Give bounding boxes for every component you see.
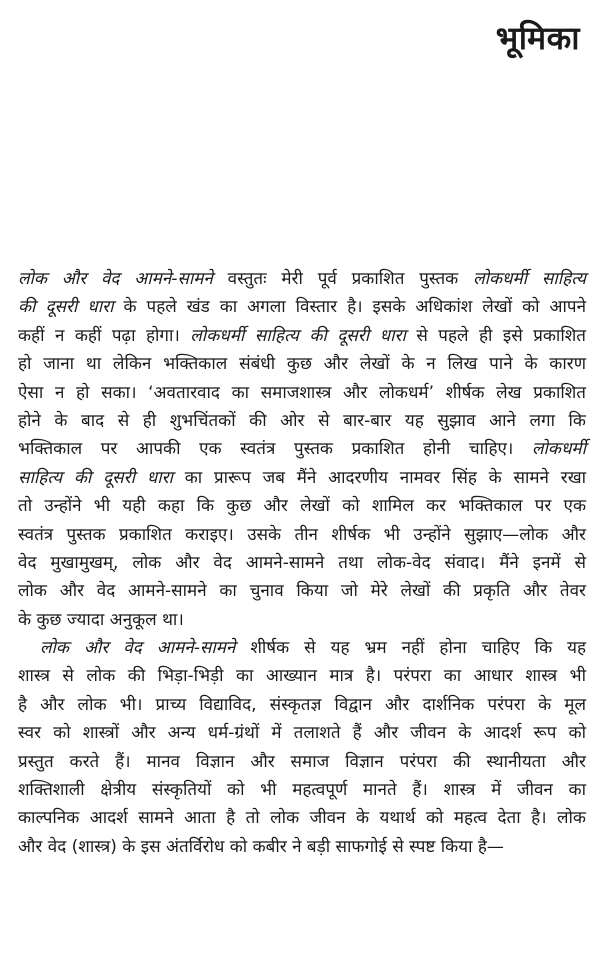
text-line [18, 719, 586, 747]
text-line [18, 577, 586, 605]
italic-title-text: लोकधर्मी [531, 439, 586, 460]
text-line [18, 662, 586, 690]
text-segment: शक्तिशाली क्षेत्रीय संस्कृतियों को भी महत्वपूर्ण मानते हैं। शास्त्र में जीवन का [18, 780, 586, 801]
text-segment: काल्पनिक आदर्श सामने आता है तो लोक जीवन के यथार्थ को महत्व देता है। लोक [18, 808, 586, 829]
text-segment: वस्तुतः मेरी पूर्व प्रकाशित पुस्तक [212, 269, 474, 289]
text-segment: कहीं न कहीं पढ़ा होगा। [18, 325, 191, 346]
text-segment: का प्रारूप जब मैंने आदरणीय नामवर सिंह के सामने रखा [172, 467, 586, 488]
text-line [18, 833, 586, 861]
text-line [18, 634, 586, 662]
text-line [18, 379, 586, 407]
text-segment: है और लोक भी। प्राच्य विद्याविद, संस्कृतज्ञ विद्वान और दार्शनिक परंपरा के मूल [18, 694, 586, 715]
text-segment: से पहले ही इसे प्रकाशित [405, 325, 586, 346]
text-segment: लोक और वेद आमने-सामने का चुनाव किया जो मेरे लेखों की प्रकृति और तेवर [18, 581, 586, 602]
text-line [18, 464, 586, 492]
text-line [18, 606, 586, 634]
italic-title-text: लोकधर्मी साहित्य [473, 269, 587, 289]
text-line [18, 350, 586, 378]
text-line [18, 521, 586, 549]
italic-title-text: लोक और वेद आमने-सामने [40, 638, 236, 659]
text-line [18, 804, 586, 832]
text-segment: वेद मुखामुखम्, लोक और वेद आमने-सामने तथा लोक-वेद संवाद। मैंने इनमें से [18, 552, 586, 573]
text-line [18, 691, 586, 719]
italic-title-text: की दूसरी धारा [18, 297, 114, 318]
text-line [18, 407, 586, 435]
paragraph [18, 634, 586, 861]
text-segment: के कुछ ज्यादा अनुकूल था। [18, 609, 184, 630]
text-segment: तो उन्होंने भी यही कहा कि कुछ और लेखों को शामिल कर भक्तिकाल पर एक [18, 496, 586, 517]
italic-title-text: लोक और वेद आमने-सामने [18, 269, 213, 289]
italic-title-text: लोकधर्मी साहित्य की दूसरी धारा [190, 325, 406, 346]
body-text [18, 265, 586, 861]
text-segment: स्वर को शास्त्रों और अन्य धर्म-ग्रंथों में तलाशते हैं और जीवन के आदर्श रूप को [18, 723, 586, 744]
text-segment: शीर्षक से यह भ्रम नहीं होना चाहिए कि यह [235, 638, 587, 659]
text-line [18, 492, 586, 520]
text-line [18, 549, 586, 577]
text-segment: भक्तिकाल पर आपकी एक स्वतंत्र पुस्तक प्रकाशित होनी चाहिए। [18, 439, 532, 460]
text-segment: स्वतंत्र पुस्तक प्रकाशित कराइए। उसके तीन शीर्षक भी उन्होंने सुझाए—लोक और [18, 524, 586, 545]
text-line [18, 293, 586, 321]
text-segment: ऐसा न हो सका। ‘अवतारवाद का समाजशास्त्र और लोकधर्म’ शीर्षक लेख प्रकाशित [18, 382, 586, 403]
text-segment: होने के बाद से ही शुभचिंतकों की ओर से बार-बार यह सुझाव आने लगा कि [18, 410, 586, 431]
text-segment: के पहले खंड का अगला विस्तार है। इसके अधिकांश लेखों को आपने [113, 297, 587, 318]
italic-title-text: साहित्य की दूसरी धारा [18, 467, 173, 488]
text-segment: हो जाना था लेकिन भक्तिकाल संबंधी कुछ और लेखों के न लिख पाने के कारण [18, 354, 586, 375]
text-line [18, 322, 586, 350]
text-line [18, 435, 586, 463]
text-segment: प्रस्तुत करते हैं। मानव विज्ञान और समाज विज्ञान परंपरा की स्थानीयता और [18, 751, 586, 772]
text-line [18, 265, 586, 293]
paragraph [18, 265, 586, 634]
page-heading: भूमिका [495, 19, 580, 57]
text-segment: और वेद (शास्त्र) के इस अंतर्विरोध को कबीर ने बड़ी साफगोई से स्पष्ट किया है— [18, 836, 504, 857]
text-segment: शास्त्र से लोक की भिड़ा-भिड़ी का आख्यान मात्र है। परंपरा का आधार शास्त्र भी [18, 666, 586, 687]
text-line [18, 748, 586, 776]
text-line [18, 776, 586, 804]
